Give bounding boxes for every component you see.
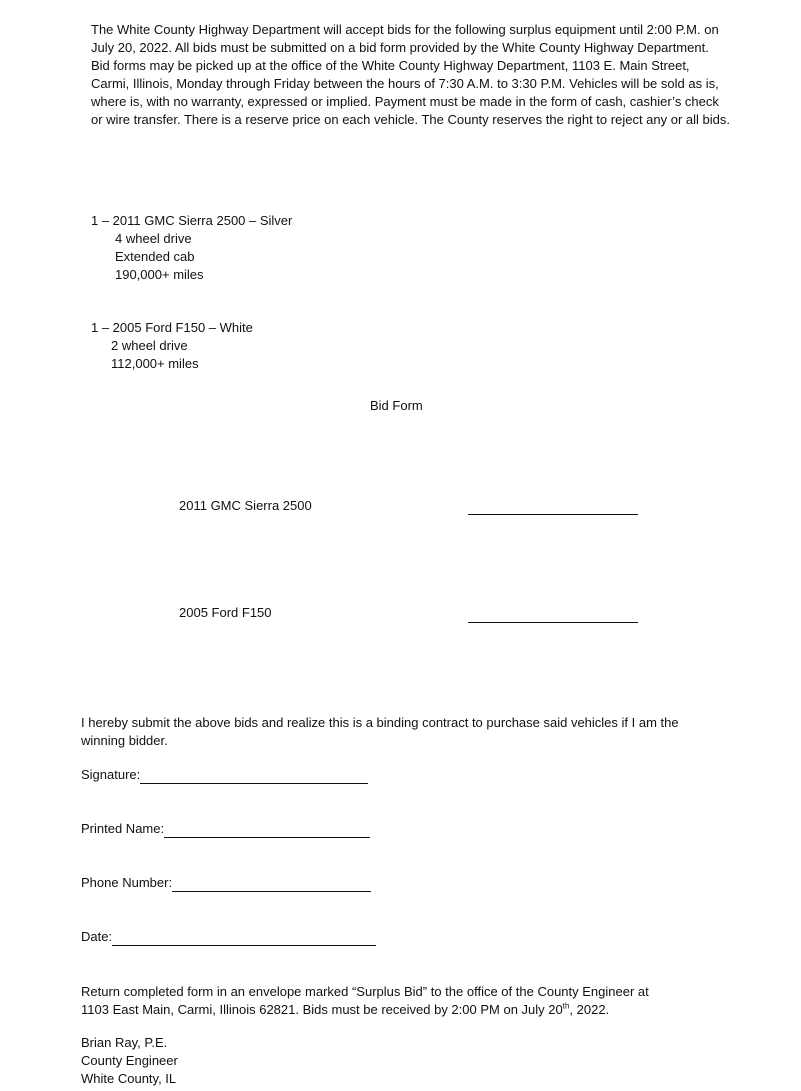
phone-number-line[interactable]: [172, 891, 371, 892]
printed-name-line[interactable]: [164, 837, 370, 838]
engineer-county: White County, IL: [81, 1071, 177, 1086]
bid-amount-line[interactable]: [468, 622, 638, 623]
intro-paragraph: The White County Highway Department will accept bids for the following surplus equipment until 2:00 P.M. on July 20, 2022. All bids must be submitted on a bid form provided by the White County Highway Department. Bid forms may be picked up at the office of the White County Highway Department, 1103 E. Main Street, Carmi, Illinois, Monday through Friday between the hours of 7:30 A.M. to 3:30 P.M. Vehicles will be sold as is, where is, with no warranty, expressed or implied. Payment must be made in the form of cash, cashier’s check or wire transfer. There is a reserve price on each vehicle. The County reserves the right to reject any or all bids.: [91, 22, 730, 127]
item-detail: 190,000+ miles: [115, 267, 204, 282]
phone-number-label: Phone Number:: [81, 875, 173, 890]
signature-label: Signature:: [81, 767, 141, 782]
return-line: Return completed form in an envelope marked “Surplus Bid” to the office of the County Engineer at: [81, 984, 649, 999]
item-details: [91, 230, 292, 284]
item-detail: 2 wheel drive: [111, 338, 188, 353]
bid-amount-line[interactable]: [468, 514, 638, 515]
return-line: 1103 East Main, Carmi, Illinois 62821. Bids must be received by 2:00 PM on July 20th, 2022.: [81, 1001, 610, 1017]
engineer-name: Brian Ray, P.E.: [81, 1035, 168, 1050]
engineer-title: County Engineer: [81, 1053, 178, 1068]
item-title: 1 – 2011 GMC Sierra 2500 – Silver: [91, 213, 293, 228]
signature-field: [81, 766, 368, 784]
item-gmc-sierra: [91, 212, 292, 284]
printed-name-field: [81, 820, 370, 838]
item-detail: Extended cab: [115, 249, 195, 264]
item-details: [91, 337, 253, 373]
date-field: [81, 928, 376, 946]
bid-vehicle-label: 2005 Ford F150: [179, 605, 272, 620]
date-label: Date:: [81, 929, 113, 944]
printed-name-label: Printed Name:: [81, 821, 165, 836]
item-detail: 112,000+ miles: [111, 356, 199, 371]
item-detail: 4 wheel drive: [115, 231, 192, 246]
bid-form-heading: Bid Form: [370, 398, 423, 413]
signature-line[interactable]: [140, 783, 368, 784]
return-instructions: [81, 983, 721, 1019]
phone-number-field: [81, 874, 371, 892]
date-line[interactable]: [112, 945, 376, 946]
item-ford-f150: [91, 319, 253, 373]
engineer-signature-block: [81, 1034, 178, 1088]
item-title: 1 – 2005 Ford F150 – White: [91, 320, 253, 335]
contract-statement: I hereby submit the above bids and realize this is a binding contract to purchase said vehicles if I am the winning bidder.: [81, 715, 679, 748]
bid-vehicle-label: 2011 GMC Sierra 2500: [179, 498, 312, 513]
